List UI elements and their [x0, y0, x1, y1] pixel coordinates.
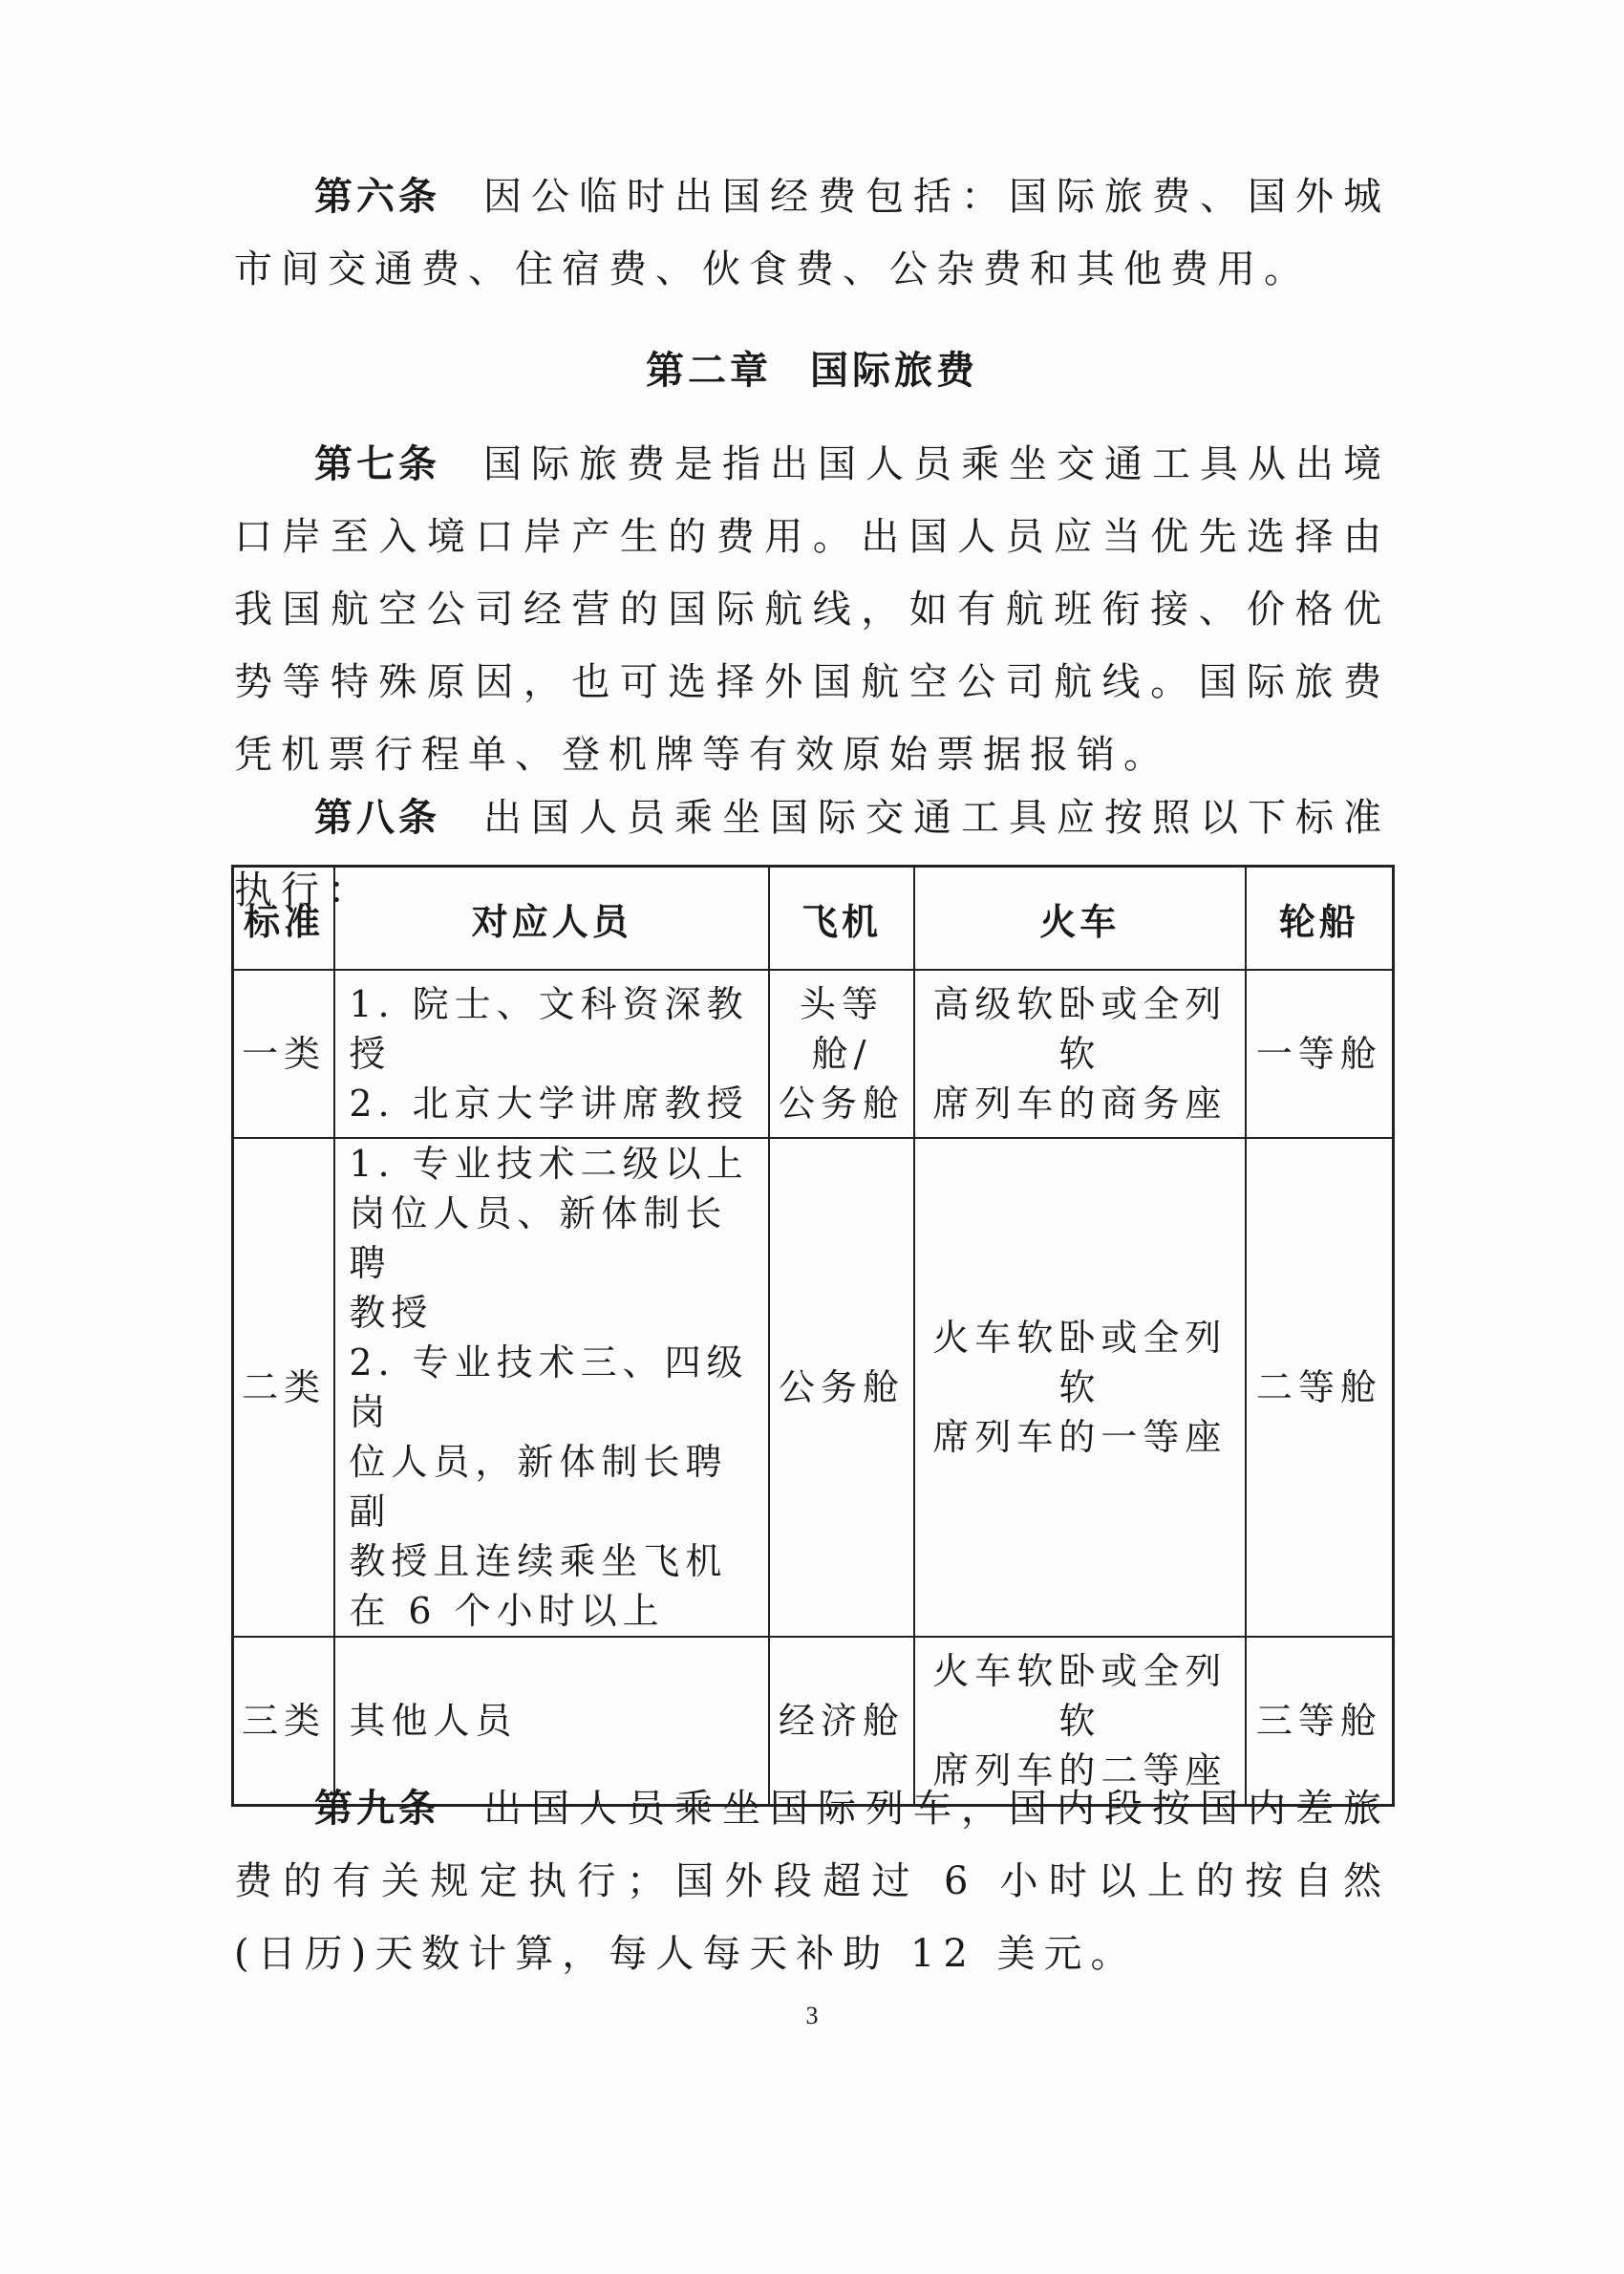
cell-plane-line: 头等舱/ — [799, 983, 884, 1075]
cell-train — [914, 970, 1246, 1138]
cell-plane-line: 经济舱 — [778, 1699, 905, 1742]
article-9 — [234, 1772, 1390, 1990]
page-number: 3 — [805, 2002, 819, 2029]
cell-plane — [769, 970, 914, 1138]
cell-ship: 一等舱 — [1246, 970, 1394, 1138]
cell-train-line: 席列车的二等座 — [932, 1748, 1228, 1791]
cell-ship: 二等舱 — [1246, 1138, 1394, 1637]
table-row — [233, 1138, 1394, 1637]
cell-train-line: 高级软卧或全列软 — [932, 983, 1228, 1075]
cell-people-line: 其他人员 — [349, 1699, 518, 1742]
cell-people — [334, 1138, 769, 1637]
header-plane: 飞机 — [769, 867, 914, 971]
article-6-text: 因公临时出国经费包括：国际旅费、国外城市间交通费、住宿费、伙食费、公杂费和其他费用。 — [234, 175, 1390, 291]
cell-train-line: 席列车的商务座 — [932, 1083, 1228, 1125]
table-row — [233, 970, 1394, 1138]
table-header-row — [233, 867, 1394, 971]
chapter-title: 国际旅费 — [810, 349, 978, 393]
header-standard: 标准 — [233, 867, 335, 971]
article-7-text: 国际旅费是指出国人员乘坐交通工具从出境口岸至入境口岸产生的费用。出国人员应当优先选择由我国航空公司经营的国际航线，如有航班衔接、价格优势等特殊原因，也可选择外国航空公司航线。国际旅费凭机票行程单、登机牌等有效原始票据报销。 — [234, 442, 1390, 777]
cell-plane-line: 公务舱 — [778, 1083, 905, 1125]
article-9-text: 出国人员乘坐国际列车，国内段按国内差旅费的有关规定执行；国外段超过 6 小时以上的按自然(日历)天数计算，每人每天补助 12 美元。 — [234, 1787, 1390, 1976]
cell-people-line: 岗位人员、新体制长聘 — [349, 1192, 728, 1284]
travel-standard-table — [231, 865, 1395, 1807]
header-people: 对应人员 — [334, 867, 769, 971]
article-8-text: 出国人员乘坐国际交通工具应按照以下标准执行： — [234, 796, 1390, 912]
cell-train-line: 席列车的一等座 — [932, 1416, 1228, 1458]
article-8-label: 第八条 — [314, 796, 440, 840]
cell-plane-line: 公务舱 — [778, 1366, 905, 1408]
cell-standard: 三类 — [233, 1637, 335, 1805]
article-6 — [234, 161, 1390, 306]
cell-people-line: 2. 北京大学讲席教授 — [349, 1083, 749, 1125]
cell-people-line: 1. 院士、文科资深教授 — [349, 983, 749, 1075]
cell-people — [334, 970, 769, 1138]
cell-plane — [769, 1138, 914, 1637]
article-7-label: 第七条 — [314, 442, 440, 486]
article-6-label: 第六条 — [314, 175, 440, 219]
cell-standard: 二类 — [233, 1138, 335, 1637]
header-ship: 轮船 — [1246, 867, 1394, 971]
article-7 — [234, 428, 1390, 791]
cell-train — [914, 1138, 1246, 1637]
cell-standard: 一类 — [233, 970, 335, 1138]
header-train: 火车 — [914, 867, 1246, 971]
cell-train-line: 火车软卧或全列软 — [932, 1317, 1228, 1408]
cell-people-line: 2. 专业技术三、四级岗 — [349, 1341, 749, 1433]
cell-people-line: 位人员，新体制长聘副 — [349, 1441, 728, 1533]
article-9-label: 第九条 — [314, 1787, 440, 1831]
cell-people-line: 教授 — [349, 1292, 434, 1334]
cell-people-line: 1. 专业技术二级以上 — [349, 1143, 749, 1185]
cell-people-line: 在 6 个小时以上 — [349, 1590, 665, 1632]
cell-ship: 三等舱 — [1246, 1637, 1394, 1805]
cell-people-line: 教授且连续乘坐飞机 — [349, 1540, 728, 1582]
chapter-heading — [234, 334, 1390, 407]
chapter-number: 第二章 — [646, 349, 772, 393]
cell-train-line: 火车软卧或全列软 — [932, 1649, 1228, 1742]
